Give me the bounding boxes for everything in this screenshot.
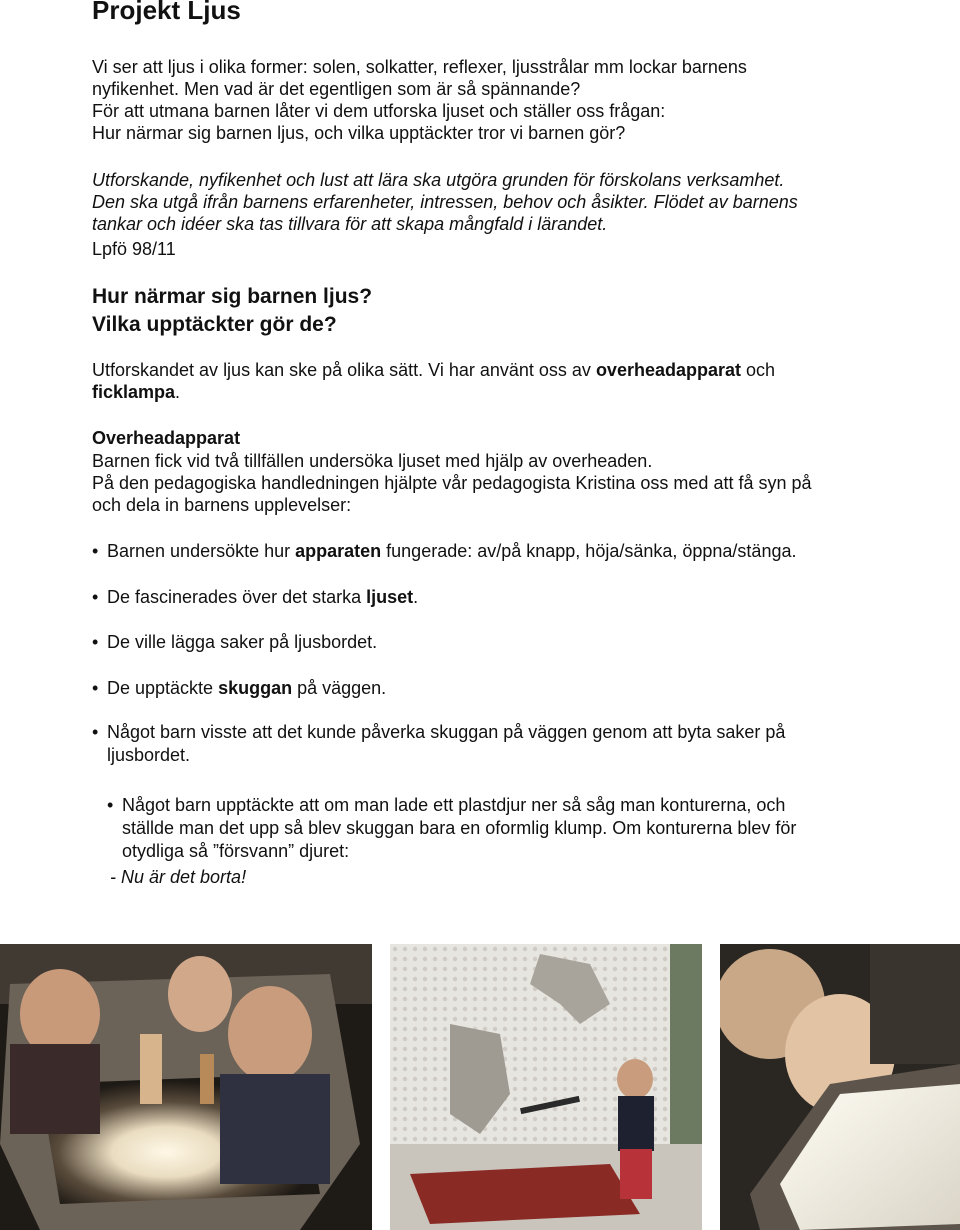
bullet-bold: apparaten — [295, 541, 382, 561]
bullet-item — [92, 631, 887, 654]
quote-source: Lpfö 98/11 — [92, 239, 176, 259]
bullet-item — [92, 586, 887, 609]
methods-line — [92, 381, 882, 403]
photo-child-shadow-wall-image — [390, 944, 702, 1230]
quote-line: tankar och idéer ska tas tillvara för att skapa mångfald i lärandet. — [92, 214, 608, 234]
intro-line: Vi ser att ljus i olika former: solen, solkatter, reflexer, ljusstrålar mm lockar barnens — [92, 57, 747, 77]
bullet-bold: skuggan — [218, 678, 293, 698]
overhead-line: Barnen fick vid två tillfällen undersöka ljuset med hjälp av overheaden. — [92, 451, 653, 471]
photo-child-light-screen-image — [720, 944, 960, 1230]
overhead-line: och dela in barnens upplevelser: — [92, 495, 352, 515]
bullet-item — [92, 721, 887, 767]
methods-bold: overheadapparat — [595, 360, 741, 380]
photo-child-light-screen — [720, 944, 960, 1230]
quote-line: Utforskande, nyfikenhet och lust att lära ska utgöra grunden för förskolans verksamhet. — [92, 170, 785, 190]
bullet-text: . — [413, 587, 419, 607]
bullet-item — [92, 540, 887, 563]
methods-text: . — [175, 382, 181, 402]
bullet-dot: • — [92, 722, 99, 742]
overhead-paragraph — [92, 450, 882, 516]
bullet-text: Barnen undersökte hur — [107, 541, 296, 561]
bullet-item — [107, 794, 902, 863]
photo-children-light-table — [0, 944, 372, 1230]
bullet-text: De fascinerades över det starka — [107, 587, 367, 607]
methods-line — [92, 359, 882, 381]
methods-bold: ficklampa — [92, 382, 176, 402]
intro-line: För att utmana barnen låter vi dem utforska ljuset och ställer oss frågan: — [92, 101, 666, 121]
page-title: Projekt Ljus — [92, 0, 241, 25]
curriculum-quote — [92, 169, 882, 235]
photo-child-shadow-wall — [390, 944, 702, 1230]
bullet-dot: • — [92, 541, 99, 561]
bullet-bold: ljuset — [366, 587, 414, 607]
bullet-item — [92, 677, 887, 700]
question-heading: Vilka upptäckter gör de? — [92, 313, 337, 336]
methods-text: och — [741, 360, 776, 380]
section-heading: Overheadapparat — [92, 428, 241, 448]
methods-paragraph — [92, 359, 882, 403]
intro-line: nyfikenhet. Men vad är det egentligen som är så spännande? — [92, 79, 581, 99]
bullet-dot: • — [92, 678, 99, 698]
intro-paragraph — [92, 56, 882, 144]
methods-text: Utforskandet av ljus kan ske på olika sätt. Vi har använt oss av — [92, 360, 596, 380]
bullet-line: Något barn upptäckte att om man lade ett plastdjur ner så såg man konturerna, och — [122, 795, 786, 815]
bullet-dot: • — [92, 632, 99, 652]
intro-line: Hur närmar sig barnen ljus, och vilka upptäckter tror vi barnen gör? — [92, 123, 626, 143]
overhead-line: På den pedagogiska handledningen hjälpte vår pedagogista Kristina oss med att få syn på — [92, 473, 812, 493]
bullet-line: ställde man det upp så blev skuggan bara en oformlig klump. Om konturerna blev för — [122, 818, 797, 838]
bullet-dot: • — [107, 795, 114, 815]
bullet-dot: • — [92, 587, 99, 607]
bullet-line: Något barn visste att det kunde påverka skuggan på väggen genom att byta saker på — [107, 722, 786, 742]
question-heading: Hur närmar sig barnen ljus? — [92, 285, 373, 308]
bullet-text: De ville lägga saker på ljusbordet. — [107, 632, 378, 652]
bullet-line: otydliga så ”försvann” djuret: — [122, 841, 350, 861]
bullet-text: på väggen. — [292, 678, 387, 698]
bullet-text: De upptäckte — [107, 678, 219, 698]
child-quote: - Nu är det borta! — [110, 867, 247, 887]
photo-children-light-table-image — [0, 944, 372, 1230]
bullet-text: fungerade: av/på knapp, höja/sänka, öppna/stänga. — [381, 541, 797, 561]
bullet-line: ljusbordet. — [107, 745, 191, 765]
quote-line: Den ska utgå ifrån barnens erfarenheter, intressen, behov och åsikter. Flödet av barnens — [92, 192, 798, 212]
